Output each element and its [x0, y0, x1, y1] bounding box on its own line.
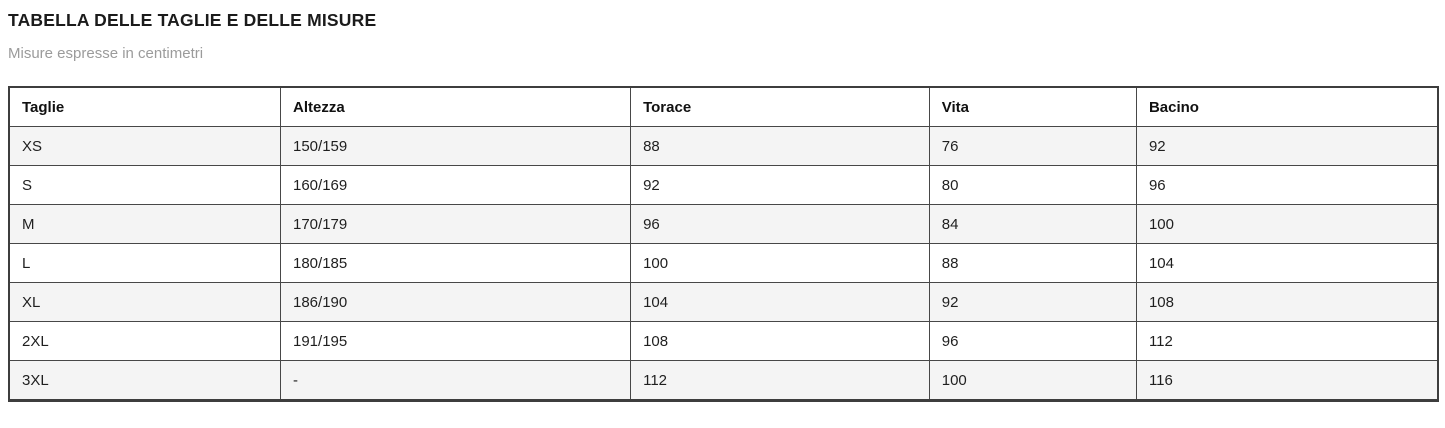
table-row — [9, 127, 1438, 166]
table-cell: S — [9, 166, 281, 205]
table-cell: 104 — [631, 283, 930, 322]
table-cell: 191/195 — [281, 322, 631, 361]
table-cell: 88 — [631, 127, 930, 166]
table-row — [9, 166, 1438, 205]
table-row — [9, 361, 1438, 401]
table-row — [9, 244, 1438, 283]
column-header-bacino: Bacino — [1136, 87, 1438, 127]
table-cell: 88 — [929, 244, 1136, 283]
page-title: TABELLA DELLE TAGLIE E DELLE MISURE — [8, 10, 377, 30]
table-cell: 150/159 — [281, 127, 631, 166]
column-header-taglie: Taglie — [9, 87, 281, 127]
table-header-row — [9, 87, 1438, 127]
table-row — [9, 322, 1438, 361]
table-cell: - — [281, 361, 631, 401]
table-cell: 2XL — [9, 322, 281, 361]
table-cell: L — [9, 244, 281, 283]
table-cell: 92 — [631, 166, 930, 205]
column-header-altezza: Altezza — [281, 87, 631, 127]
table-row — [9, 283, 1438, 322]
table-cell: 112 — [1136, 322, 1438, 361]
column-header-torace: Torace — [631, 87, 930, 127]
table-cell: 104 — [1136, 244, 1438, 283]
size-table — [8, 86, 1439, 402]
table-cell: 80 — [929, 166, 1136, 205]
table-cell: 76 — [929, 127, 1136, 166]
table-cell: 186/190 — [281, 283, 631, 322]
table-cell: 92 — [1136, 127, 1438, 166]
table-cell: 180/185 — [281, 244, 631, 283]
table-cell: 100 — [1136, 205, 1438, 244]
table-cell: 160/169 — [281, 166, 631, 205]
table-cell: 3XL — [9, 361, 281, 401]
table-cell: 108 — [1136, 283, 1438, 322]
table-cell: 96 — [929, 322, 1136, 361]
table-cell: 112 — [631, 361, 930, 401]
table-cell: 100 — [631, 244, 930, 283]
table-cell: 100 — [929, 361, 1136, 401]
table-cell: M — [9, 205, 281, 244]
table-cell: 96 — [631, 205, 930, 244]
table-cell: 84 — [929, 205, 1136, 244]
table-cell: XL — [9, 283, 281, 322]
page-subtitle: Misure espresse in centimetri — [8, 45, 204, 62]
table-cell: 96 — [1136, 166, 1438, 205]
table-cell: 116 — [1136, 361, 1438, 401]
table-cell: 92 — [929, 283, 1136, 322]
column-header-vita: Vita — [929, 87, 1136, 127]
table-row — [9, 205, 1438, 244]
table-cell: 170/179 — [281, 205, 631, 244]
table-cell: XS — [9, 127, 281, 166]
table-cell: 108 — [631, 322, 930, 361]
